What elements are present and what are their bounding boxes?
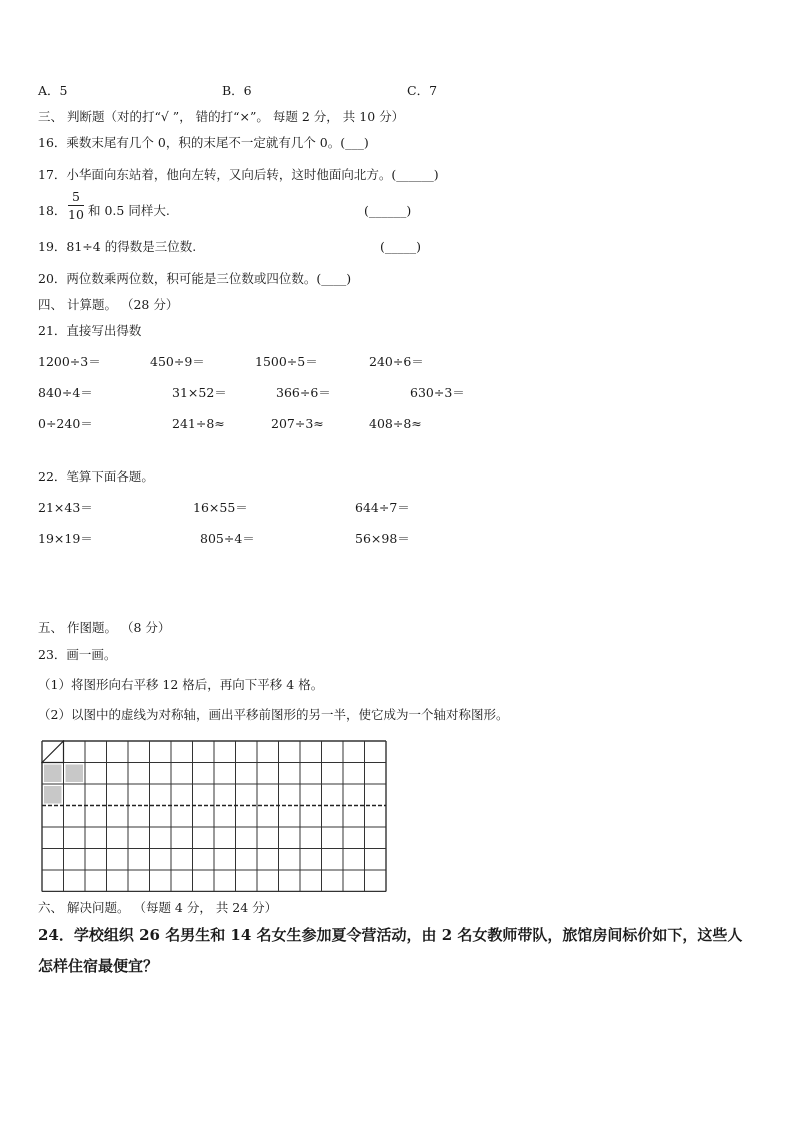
question-23-part-2: （2）以图中的虚线为对称轴，画出平移前图形的另一半，使它成为一个轴对称图形。 [38, 707, 509, 722]
question-21-title: 21．直接写出得数 [38, 323, 142, 338]
calc-item: 207÷3≈ [271, 416, 324, 431]
choice-c: C．7 [407, 83, 438, 98]
calc-item: 1200÷3＝ [38, 354, 101, 369]
calc-item: 630÷3＝ [410, 385, 465, 400]
question-20: 20．两位数乘两位数，积可能是三位数或四位数。(____) [38, 271, 352, 286]
question-18-fraction [66, 189, 86, 222]
written-calc-item: 21×43＝ [38, 500, 93, 515]
section-6-title: 六、 解决问题。 （每题 4 分， 共 24 分） [38, 900, 278, 915]
calc-item: 31×52＝ [172, 385, 227, 400]
written-calc-item: 19×19＝ [38, 531, 93, 546]
shaded-cell [44, 786, 62, 804]
question-24-line-2: 怎样住宿最便宜？ [38, 957, 159, 975]
fraction-denominator: 10 [68, 207, 84, 222]
question-24-line-1: 24．学校组织 26 名男生和 14 名女生参加夏令营活动，由 2 名女教师带队，旅馆房间标价如下，这些人 [38, 926, 743, 944]
question-22-title: 22．笔算下面各题。 [38, 469, 154, 484]
question-19-text: 19．81÷4 的得数是三位数. [38, 239, 197, 254]
question-18-number: 18． [38, 203, 67, 218]
calc-item: 366÷6＝ [276, 385, 331, 400]
choice-b: B．6 [222, 83, 252, 98]
shaded-cell [66, 765, 84, 783]
section-5-title: 五、 作图题。 （8 分） [38, 620, 171, 635]
calc-item: 1500÷5＝ [255, 354, 318, 369]
shaded-cell [44, 765, 62, 783]
question-19-blank[interactable]: (_____) [380, 239, 422, 254]
written-calc-item: 16×55＝ [193, 500, 248, 515]
calc-item: 240÷6＝ [369, 354, 424, 369]
choice-a: A．5 [38, 83, 68, 98]
fraction-numerator: 5 [72, 189, 80, 204]
question-23-title: 23．画一画。 [38, 647, 117, 662]
calc-item: 840÷4＝ [38, 385, 93, 400]
drawing-grid[interactable] [41, 740, 389, 892]
written-calc-item: 56×98＝ [355, 531, 410, 546]
question-18-text: 和 0.5 同样大. [88, 203, 170, 218]
calc-item: 450÷9＝ [150, 354, 205, 369]
section-3-title: 三、 判断题（对的打“√ ”， 错的打“×”。 每题 2 分， 共 10 分） [38, 109, 405, 124]
question-23-part-1: （1）将图形向右平移 12 格后，再向下平移 4 格。 [38, 677, 324, 692]
fraction-bar [68, 205, 84, 206]
question-16: 16．乘数末尾有几个 0，积的末尾不一定就有几个 0。(___) [38, 135, 369, 150]
written-calc-item: 805÷4＝ [200, 531, 255, 546]
calc-item: 0÷240＝ [38, 416, 93, 431]
calc-item: 408÷8≈ [369, 416, 422, 431]
question-18-blank[interactable]: (______) [364, 203, 412, 218]
calc-item: 241÷8≈ [172, 416, 225, 431]
written-calc-item: 644÷7＝ [355, 500, 410, 515]
triangle-shape [42, 741, 64, 763]
question-17: 17．小华面向东站着，他向左转，又向后转，这时他面向北方。(______) [38, 167, 439, 182]
section-4-title: 四、 计算题。 （28 分） [38, 297, 179, 312]
